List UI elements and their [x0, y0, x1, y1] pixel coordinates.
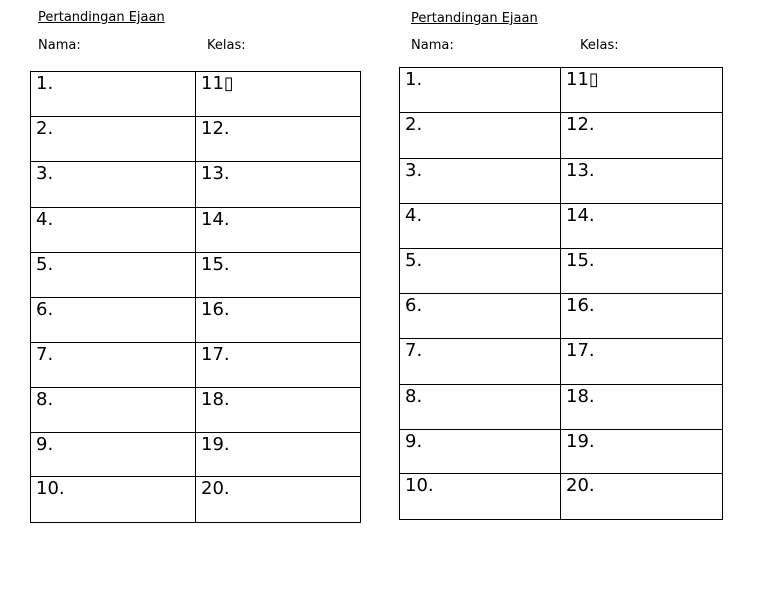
answer-number-cell: 2. — [31, 117, 196, 162]
answer-number-cell: 5. — [31, 253, 196, 298]
answer-number-cell: 19. — [561, 430, 723, 474]
answer-number-cell: 12. — [561, 113, 723, 159]
class-label: Kelas: — [580, 38, 619, 53]
answer-number-cell: 10. — [400, 474, 561, 520]
table-row — [400, 68, 723, 113]
table-row — [400, 294, 723, 339]
sheet-title: Pertandingan Ejaan — [38, 10, 165, 25]
table-row — [31, 433, 361, 477]
table-row — [31, 72, 361, 117]
answer-number-cell: 15. — [196, 253, 361, 298]
table-row — [400, 113, 723, 159]
table-row — [31, 253, 361, 298]
answer-number-cell: 3. — [400, 159, 561, 204]
name-label: Nama: — [38, 38, 81, 53]
answer-number-cell: 1. — [400, 68, 561, 113]
answer-number-cell: 16. — [561, 294, 723, 339]
answer-number-cell: 8. — [400, 385, 561, 430]
table-row — [31, 117, 361, 162]
answer-number-cell: 2. — [400, 113, 561, 159]
table-row — [31, 343, 361, 388]
answer-number-cell: 15. — [561, 249, 723, 294]
answer-number-cell: 13. — [561, 159, 723, 204]
answer-number-cell: 20. — [561, 474, 723, 520]
answer-number-cell: 8. — [31, 388, 196, 433]
answer-number-cell: 9. — [31, 433, 196, 477]
table-row — [400, 339, 723, 385]
answer-number-cell: 3. — [31, 162, 196, 208]
table-row — [31, 477, 361, 523]
name-label: Nama: — [411, 38, 454, 53]
table-row — [31, 208, 361, 253]
answer-number-cell: 18. — [561, 385, 723, 430]
answer-number-cell: 7. — [31, 343, 196, 388]
answer-table — [30, 71, 361, 523]
answer-number-cell: 16. — [196, 298, 361, 343]
answer-number-cell: 17. — [561, 339, 723, 385]
answer-number-cell: 7. — [400, 339, 561, 385]
answer-number-cell: 17. — [196, 343, 361, 388]
table-row — [400, 430, 723, 474]
answer-number-cell: 4. — [400, 204, 561, 249]
answer-number-cell: 6. — [400, 294, 561, 339]
answer-number-cell: 20. — [196, 477, 361, 523]
answer-number-cell: 13. — [196, 162, 361, 208]
answer-number-cell: 12. — [196, 117, 361, 162]
answer-number-cell: 11▯ — [196, 72, 361, 117]
answer-table-body — [31, 72, 361, 523]
answer-table — [399, 67, 723, 520]
answer-number-cell: 4. — [31, 208, 196, 253]
answer-table-body — [400, 68, 723, 520]
table-row — [31, 162, 361, 208]
table-row — [400, 385, 723, 430]
answer-number-cell: 10. — [31, 477, 196, 523]
class-label: Kelas: — [207, 38, 246, 53]
table-row — [31, 298, 361, 343]
table-row — [400, 249, 723, 294]
table-row — [31, 388, 361, 433]
answer-number-cell: 14. — [196, 208, 361, 253]
answer-number-cell: 19. — [196, 433, 361, 477]
answer-number-cell: 5. — [400, 249, 561, 294]
answer-number-cell: 9. — [400, 430, 561, 474]
answer-number-cell: 6. — [31, 298, 196, 343]
table-row — [400, 474, 723, 520]
answer-number-cell: 14. — [561, 204, 723, 249]
answer-number-cell: 18. — [196, 388, 361, 433]
answer-number-cell: 11▯ — [561, 68, 723, 113]
table-row — [400, 159, 723, 204]
table-row — [400, 204, 723, 249]
sheet-title: Pertandingan Ejaan — [411, 11, 538, 26]
answer-number-cell: 1. — [31, 72, 196, 117]
